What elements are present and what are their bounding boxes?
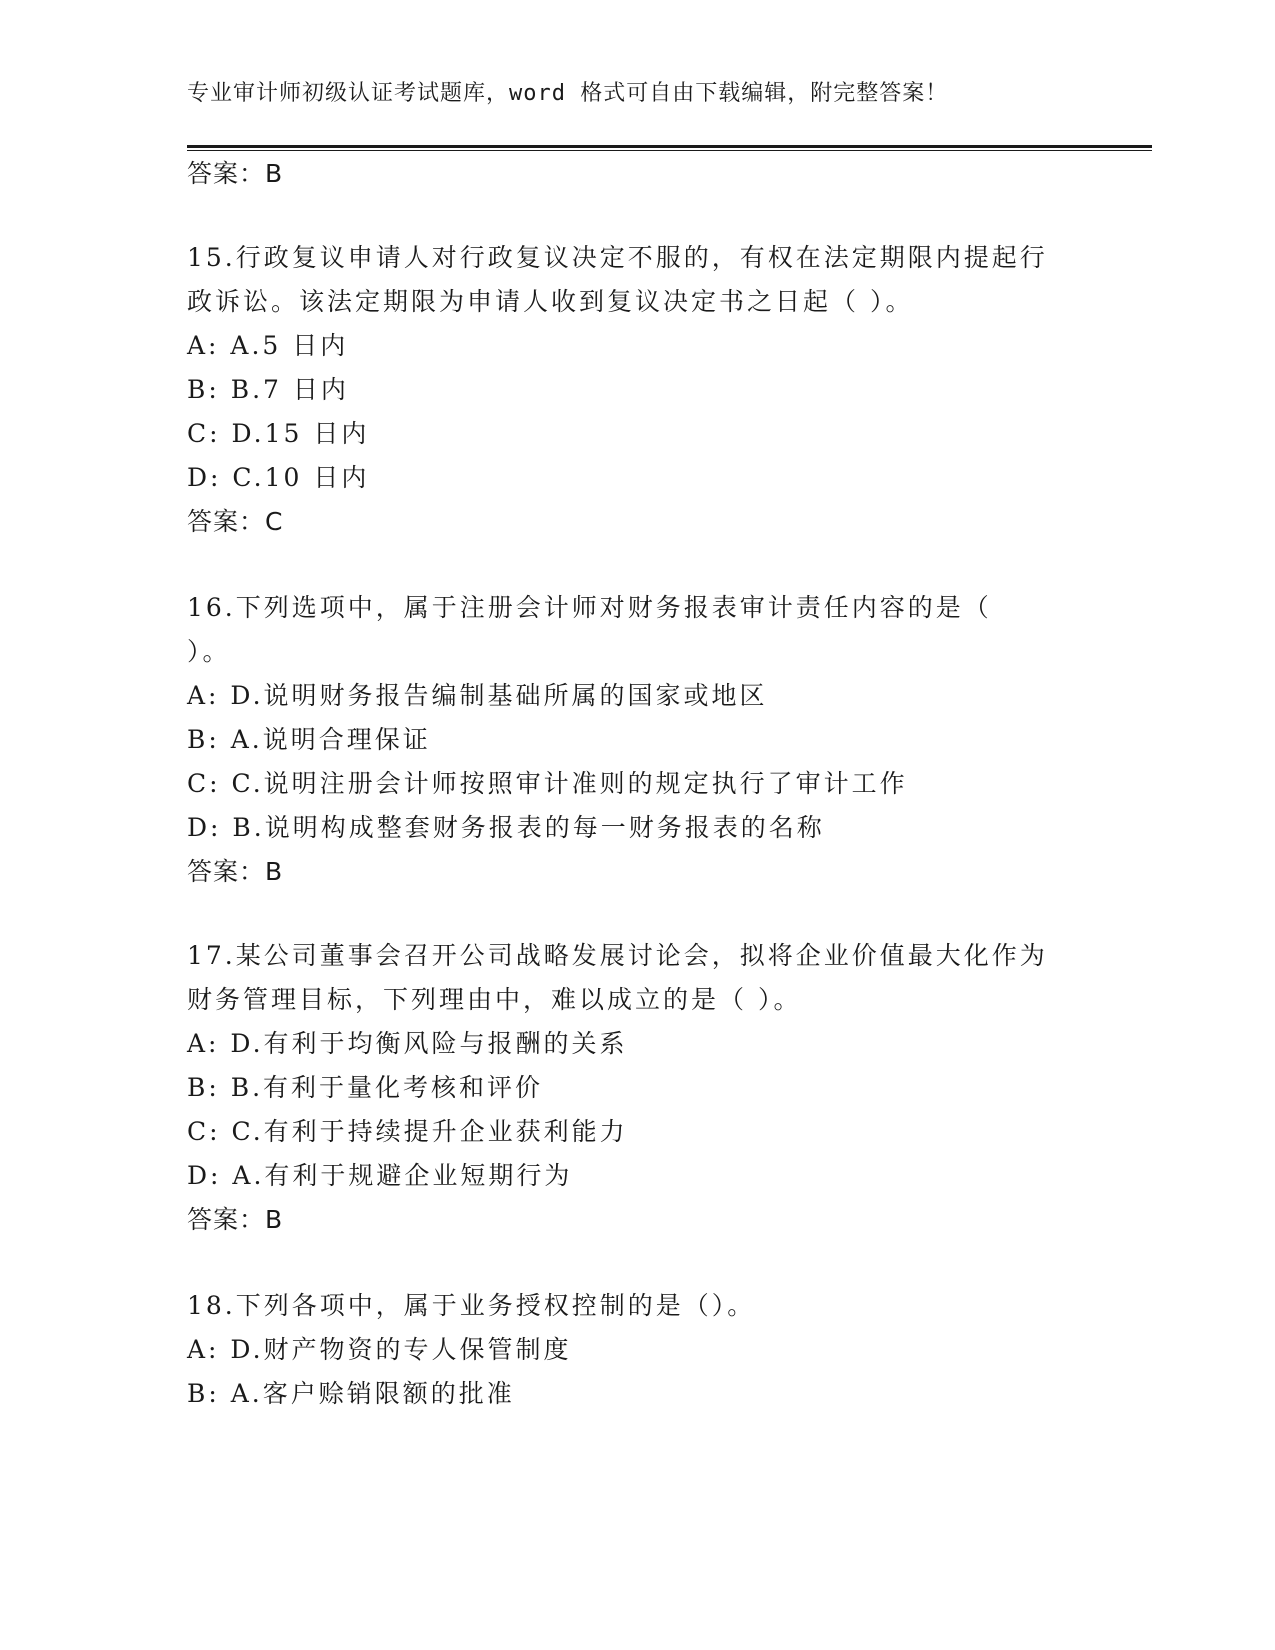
header-rule-thin (187, 150, 1152, 151)
question-17-option-c: C: C.有利于持续提升企业获利能力 (187, 1117, 628, 1146)
question-17-option-d: D: A.有利于规避企业短期行为 (187, 1161, 573, 1190)
question-15-option-a: A: A.5 日内 (187, 331, 349, 360)
question-17-option-b: B: B.有利于量化考核和评价 (187, 1073, 544, 1102)
answer-14: 答案：B (187, 159, 284, 188)
question-15-option-b: B: B.7 日内 (187, 375, 349, 404)
question-18-stem-line-1: 18.下列各项中，属于业务授权控制的是（）。 (187, 1291, 756, 1320)
question-16-stem-line-1: 16.下列选项中，属于注册会计师对财务报表审计责任内容的是（ (187, 593, 992, 622)
question-16-option-b: B: A.说明合理保证 (187, 725, 431, 754)
question-18-option-a: A: D.财产物资的专人保管制度 (187, 1335, 572, 1364)
answer-17: 答案：B (187, 1205, 284, 1234)
question-16-option-d: D: B.说明构成整套财务报表的每一财务报表的名称 (187, 813, 825, 842)
question-16-option-a: A: D.说明财务报告编制基础所属的国家或地区 (187, 681, 768, 710)
question-17-stem-line-2: 财务管理目标，下列理由中，难以成立的是（ ）。 (187, 985, 802, 1014)
answer-16: 答案：B (187, 857, 284, 886)
question-15-option-c: C: D.15 日内 (187, 419, 370, 448)
question-15-stem-line-1: 15.行政复议申请人对行政复议决定不服的，有权在法定期限内提起行 (187, 243, 1048, 272)
answer-15: 答案：C (187, 507, 284, 536)
question-16-stem-line-2: ）。 (187, 637, 231, 666)
question-17-option-a: A: D.有利于均衡风险与报酬的关系 (187, 1029, 628, 1058)
question-15-option-d: D: C.10 日内 (187, 463, 370, 492)
question-16-option-c: C: C.说明注册会计师按照审计准则的规定执行了审计工作 (187, 769, 908, 798)
question-18-option-b: B: A.客户赊销限额的批准 (187, 1379, 515, 1408)
page-header: 专业审计师初级认证考试题库，word 格式可自由下载编辑，附完整答案！ (187, 81, 949, 106)
question-17-stem-line-1: 17.某公司董事会召开公司战略发展讨论会，拟将企业价值最大化作为 (187, 941, 1048, 970)
question-15-stem-line-2: 政诉讼。该法定期限为申请人收到复议决定书之日起（ ）。 (187, 287, 914, 316)
header-rule-thick (187, 145, 1152, 148)
